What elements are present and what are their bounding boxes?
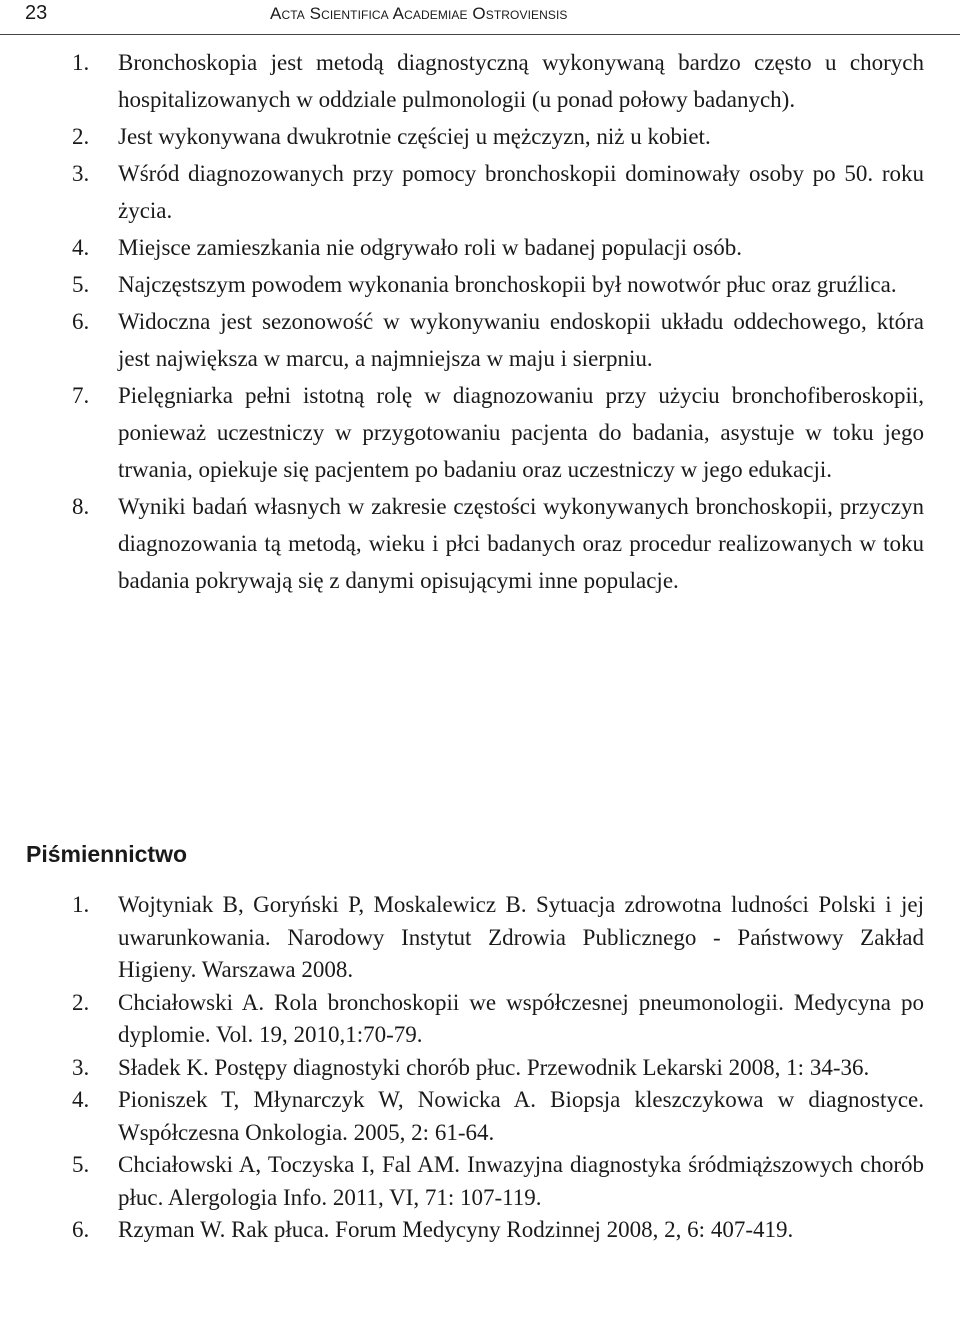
reference-text: Rzyman W. Rak płuca. Forum Medycyny Rodzinnej 2008, 2, 6: 407-419.	[118, 1217, 794, 1242]
journal-title: Acta Scientifica Academiae Ostroviensis	[270, 4, 568, 23]
reference-item	[0, 1084, 960, 1149]
reference-number: 2.	[72, 989, 90, 1015]
reference-text: Sładek K. Postępy diagnostyki chorób płuc. Przewodnik Lekarski 2008, 1: 34-36.	[118, 1054, 870, 1080]
conclusion-item	[0, 229, 960, 266]
references-heading: Piśmiennictwo	[26, 841, 188, 867]
conclusion-text: Pielęgniarka pełni istotną rolę w diagnozowaniu przy użyciu bronchofiberoskopii, ponieważ uczestniczy w przygotowaniu pacjenta do badania, asystuje w toku jego trwania, opiekuje się pacjentem po badaniu oraz uczestniczy w jego edukacji.	[118, 383, 924, 482]
conclusion-number: 5.	[72, 272, 90, 297]
conclusion-item	[0, 377, 960, 488]
conclusion-text: Najczęstszym powodem wykonania bronchoskopii był nowotwór płuc oraz gruźlica.	[118, 272, 897, 297]
conclusion-text: Bronchoskopia jest metodą diagnostyczną wykonywaną bardzo często u chorych hospitalizowanych w oddziale pulmonologii (u ponad połowy badanych).	[118, 50, 924, 112]
reference-text: Chciałowski A, Toczyska I, Fal AM. Inwazyjna diagnostyka śródmiąższowych chorób płuc. Alergologia Info. 2011, VI, 71: 107-119.	[118, 1152, 924, 1210]
conclusion-item	[0, 44, 960, 118]
conclusion-item	[0, 488, 960, 599]
reference-item	[0, 1149, 960, 1214]
reference-item	[0, 1214, 960, 1247]
references-list	[0, 889, 960, 1247]
reference-item	[0, 1052, 960, 1085]
reference-number: 5.	[72, 1152, 90, 1177]
conclusion-item	[0, 303, 960, 377]
conclusion-number: 1.	[72, 50, 90, 75]
reference-text: Wojtyniak B, Goryński P, Moskalewicz B. Sytuacja zdrowotna ludności Polski i jej uwarunkowania. Narodowy Instytut Zdrowia Publicznego - Państwowy Zakład Higieny. Warszawa 2008.	[118, 892, 924, 982]
page-header	[0, 0, 960, 35]
page-number: 23	[25, 2, 48, 24]
reference-item	[0, 889, 960, 987]
conclusions-list	[0, 44, 960, 599]
conclusion-item	[0, 155, 960, 229]
reference-number: 1.	[72, 892, 90, 917]
conclusion-number: 3.	[72, 161, 90, 186]
conclusion-text: Wyniki badań własnych w zakresie częstości wykonywanych bronchoskopii, przyczyn diagnozowania tą metodą, wieku i płci badanych oraz procedur realizowanych w toku badania pokrywają się z danymi opisującymi inne populacje.	[118, 494, 924, 593]
reference-number: 6.	[72, 1217, 90, 1242]
reference-text: Chciałowski A. Rola bronchoskopii we współczesnej pneumonologii. Medycyna po dyplomie. Vol. 19, 2010,1:70-79.	[118, 989, 924, 1047]
conclusion-text: Wśród diagnozowanych przy pomocy bronchoskopii dominowały osoby po 50. roku życia.	[118, 161, 924, 223]
conclusion-number: 6.	[72, 309, 90, 334]
conclusion-item	[0, 266, 960, 303]
conclusion-text: Miejsce zamieszkania nie odgrywało roli w badanej populacji osób.	[118, 235, 742, 260]
reference-item	[0, 987, 960, 1052]
conclusion-number: 7.	[72, 383, 90, 408]
reference-number: 3.	[72, 1054, 90, 1080]
conclusion-text: Widoczna jest sezonowość w wykonywaniu endoskopii układu oddechowego, która jest największa w marcu, a najmniejsza w maju i sierpniu.	[118, 309, 924, 371]
conclusion-text: Jest wykonywana dwukrotnie częściej u mężczyzn, niż u kobiet.	[118, 124, 711, 149]
conclusion-number: 2.	[72, 124, 90, 149]
conclusion-number: 8.	[72, 494, 90, 519]
reference-text: Pioniszek T, Młynarczyk W, Nowicka A. Biopsja kleszczykowa w diagnostyce. Współczesna Onkologia. 2005, 2: 61-64.	[118, 1087, 924, 1145]
reference-number: 4.	[72, 1087, 90, 1112]
conclusion-number: 4.	[72, 235, 90, 260]
conclusion-item	[0, 118, 960, 155]
